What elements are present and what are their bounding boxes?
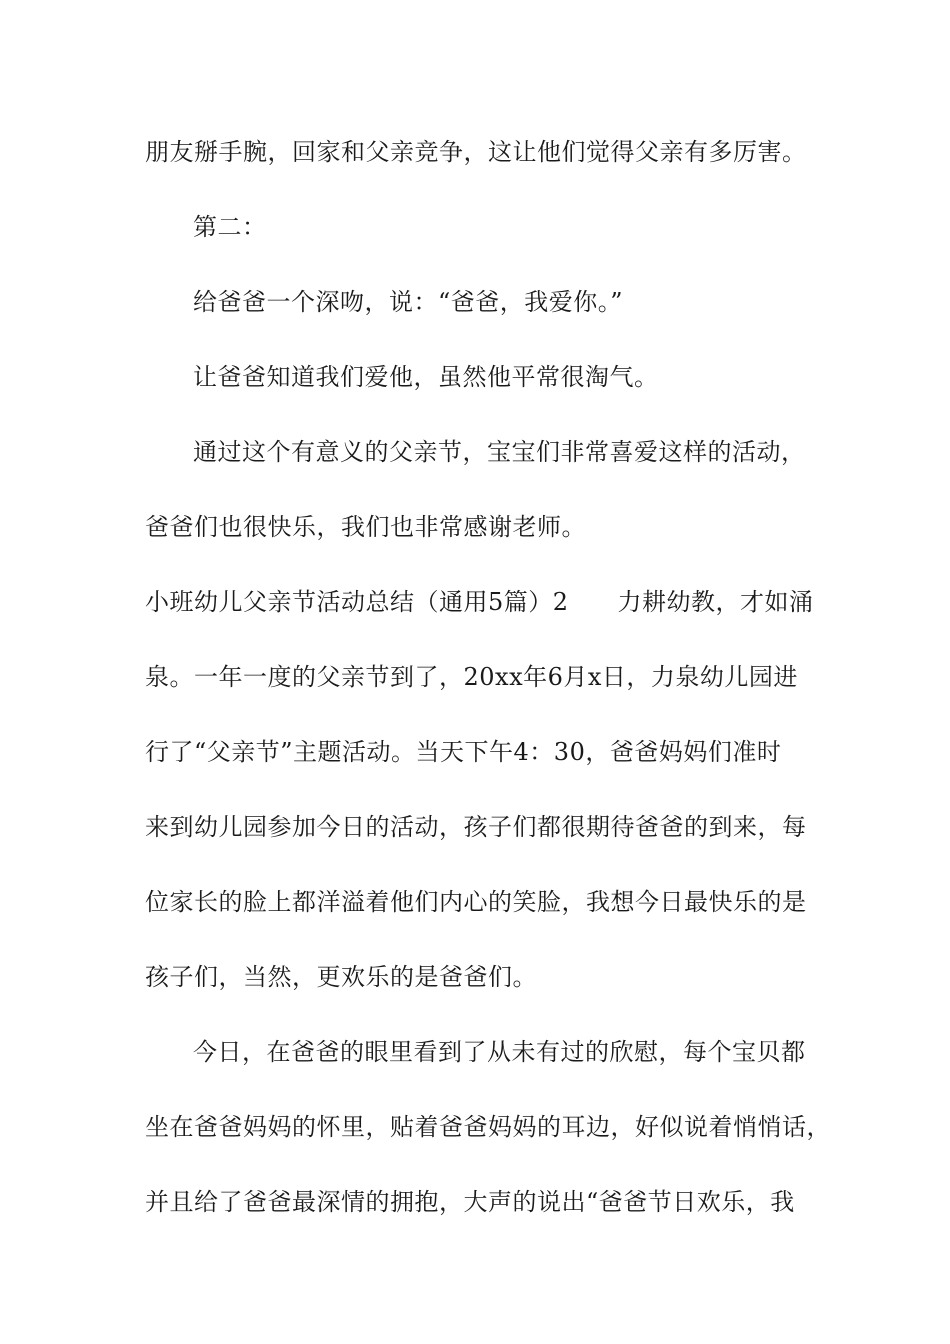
text-line: 让爸爸知道我们爱他，虽然他平常很淘气。 — [193, 363, 659, 391]
text-line: 泉。一年一度的父亲节到了，20xx年6月x日，力泉幼儿园进 — [145, 663, 798, 691]
text-line: 朋友掰手腕，回家和父亲竞争，这让他们觉得父亲有多厉害。 — [145, 138, 807, 166]
text-line: 并且给了爸爸最深情的拥抱，大声的说出“爸爸节日欢乐，我 — [145, 1188, 795, 1216]
text-line: 行了“父亲节”主题活动。当天下午4：30，爸爸妈妈们准时 — [145, 738, 782, 766]
text-line: 位家长的脸上都洋溢着他们内心的笑脸，我想今日最快乐的是 — [145, 888, 807, 916]
text-line: 来到幼儿园参加今日的活动，孩子们都很期待爸爸的到来，每 — [145, 813, 807, 841]
text-line: 今日，在爸爸的眼里看到了从未有过的欣慰，每个宝贝都 — [193, 1038, 806, 1066]
text-line: 第二： — [193, 213, 267, 241]
text-line: 爸爸们也很快乐，我们也非常感谢老师。 — [145, 513, 586, 541]
text-line: 孩子们，当然，更欢乐的是爸爸们。 — [145, 963, 537, 991]
text-line: 坐在爸爸妈妈的怀里，贴着爸爸妈妈的耳边，好似说着悄悄话， — [145, 1113, 831, 1141]
text-line: 通过这个有意义的父亲节，宝宝们非常喜爱这样的活动， — [193, 438, 806, 466]
text-line: 给爸爸一个深吻，说：“爸爸，我爱你。” — [193, 288, 624, 316]
section-heading-line: 小班幼儿父亲节活动总结（通用5篇）2 力耕幼教，才如涌 — [145, 588, 814, 616]
